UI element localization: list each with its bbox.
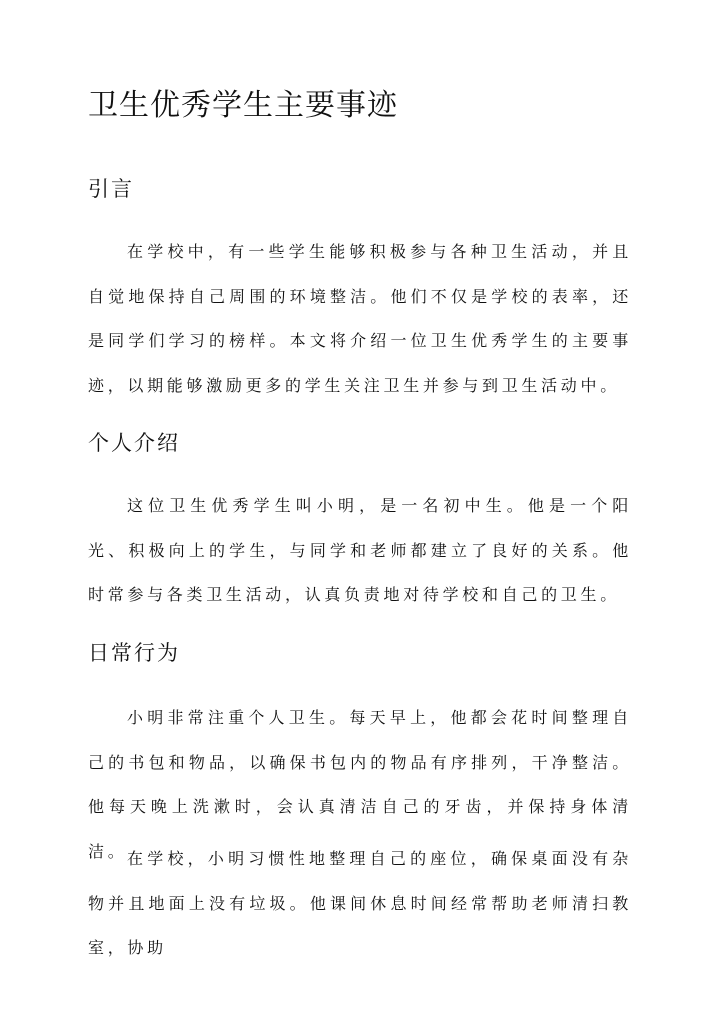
paragraph-daily-behavior-2: 在学校，小明习惯性地整理自己的座位，确保桌面没有杂物并且地面上没有垃圾。他课间休息时间经常帮助老师清扫教室，协助	[88, 849, 632, 957]
paragraph-intro: 在学校中，有一些学生能够积极参与各种卫生活动，并且自觉地保持自己周围的环境整洁。他们不仅是学校的表率，还是同学们学习的榜样。本文将介绍一位卫生优秀学生的主要事迹，以期能够激励更多的学生关注卫生并参与到卫生活动中。	[88, 242, 632, 395]
document-title: 卫生优秀学生主要事迹	[88, 88, 398, 123]
section-heading-intro: 引言	[88, 177, 134, 201]
paragraph-personal-intro: 这位卫生优秀学生叫小明，是一名初中生。他是一个阳光、积极向上的学生，与同学和老师都建立了良好的关系。他时常参与各类卫生活动，认真负责地对待学校和自己的卫生。	[88, 496, 632, 604]
section-heading-daily-behavior: 日常行为	[88, 641, 180, 665]
section-heading-personal-intro: 个人介绍	[88, 431, 180, 455]
paragraph-daily-behavior-1: 小明非常注重个人卫生。每天早上，他都会花时间整理自己的书包和物品，以确保书包内的物品有序排列，干净整洁。他每天晚上洗漱时，会认真清洁自己的牙齿，并保持身体清洁。	[88, 708, 632, 861]
